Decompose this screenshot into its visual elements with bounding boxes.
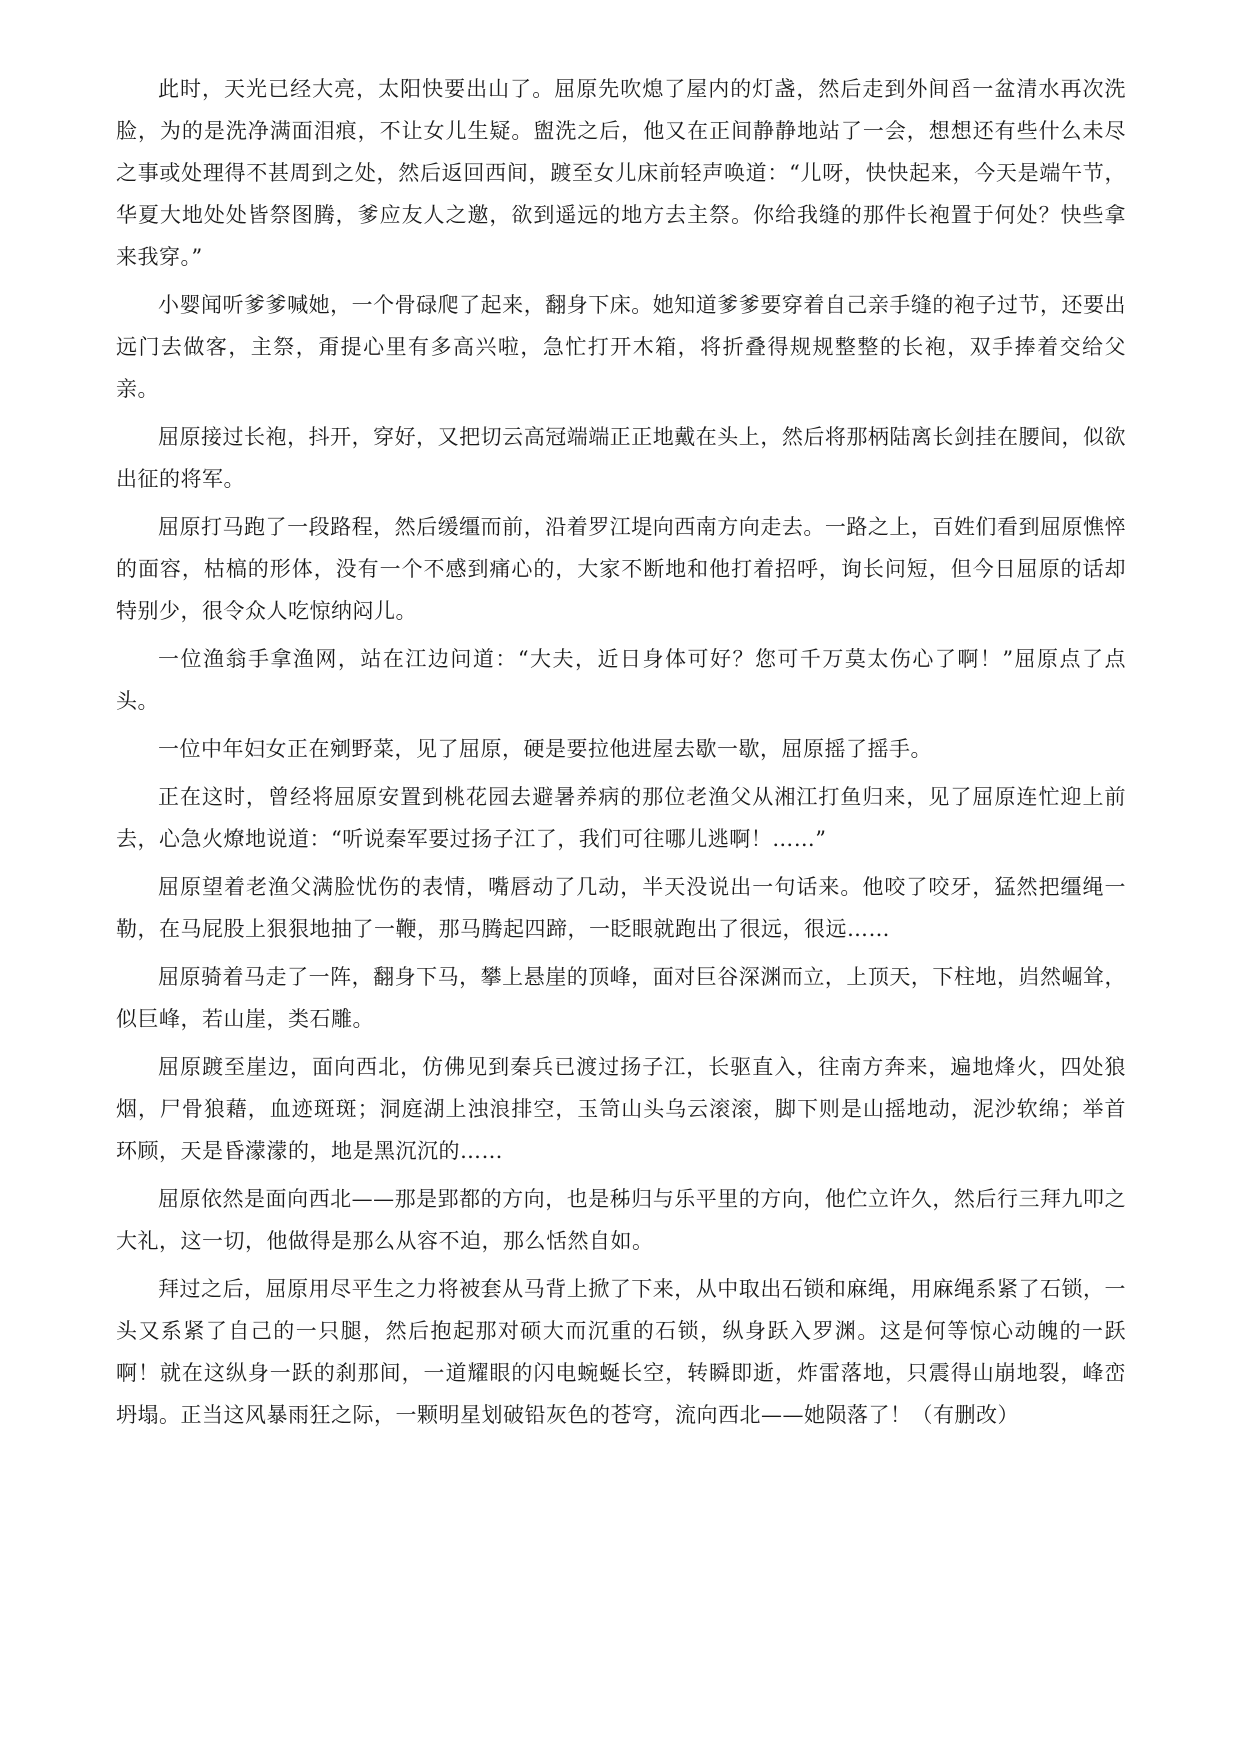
paragraph-1: 此时，天光已经大亮，太阳快要出山了。屈原先吹熄了屋内的灯盏，然后走到外间舀一盆清水再次洗脸，为的是洗净满面泪痕，不让女儿生疑。盥洗之后，他又在正间静静地站了一会，想想还有些什么未尽之事或处理得不甚周到之处，然后返回西间，踱至女儿床前轻声唤道：“儿呀，快快起来，今天是端午节，华夏大地处处皆祭图腾，爹应友人之邀，欲到遥远的地方去主祭。你给我缝的那件长袍置于何处？快些拿来我穿。” xyxy=(116,77,1126,269)
paragraph-11: 屈原依然是面向西北——那是郢都的方向，也是秭归与乐平里的方向，他伫立许久，然后行三拜九叩之大礼，这一切，他做得是那么从容不迫，那么恬然自如。 xyxy=(116,1187,1126,1253)
paragraph-2: 小婴闻听爹爹喊她，一个骨碌爬了起来，翻身下床。她知道爹爹要穿着自己亲手缝的袍子过节，还要出远门去做客，主祭，甭提心里有多高兴啦，急忙打开木箱，将折叠得规规整整的长袍，双手捧着交给父亲。 xyxy=(116,293,1126,401)
paragraph-10: 屈原踱至崖边，面向西北，仿佛见到秦兵已渡过扬子江，长驱直入，往南方奔来，遍地烽火，四处狼烟，尸骨狼藉，血迹斑斑；洞庭湖上浊浪排空，玉笥山头乌云滚滚，脚下则是山摇地动，泥沙软绵；举首环顾，天是昏濛濛的，地是黑沉沉的…… xyxy=(116,1055,1126,1163)
paragraph-5: 一位渔翁手拿渔网，站在江边问道：“大夫，近日身体可好？您可千万莫太伤心了啊！”屈原点了点头。 xyxy=(116,647,1126,713)
paragraph-6: 一位中年妇女正在剜野菜，见了屈原，硬是要拉他进屋去歇一歇，屈原摇了摇手。 xyxy=(158,737,932,761)
paragraph-4: 屈原打马跑了一段路程，然后缓缰而前，沿着罗江堤向西南方向走去。一路之上，百姓们看到屈原憔悴的面容，枯槁的形体，没有一个不感到痛心的，大家不断地和他打着招呼，询长问短，但今日屈原的话却特别少，很令众人吃惊纳闷儿。 xyxy=(116,515,1126,623)
paragraph-3: 屈原接过长袍，抖开，穿好，又把切云高冠端端正正地戴在头上，然后将那柄陆离长剑挂在腰间，似欲出征的将军。 xyxy=(116,425,1126,491)
paragraph-12: 拜过之后，屈原用尽平生之力将被套从马背上掀了下来，从中取出石锁和麻绳，用麻绳系紧了石锁，一头又系紧了自己的一只腿，然后抱起那对硕大而沉重的石锁，纵身跃入罗渊。这是何等惊心动魄的一跃啊！就在这纵身一跃的刹那间，一道耀眼的闪电蜿蜒长空，转瞬即逝，炸雷落地，只震得山崩地裂，峰峦坍塌。正当这风暴雨狂之际，一颗明星划破铅灰色的苍穹，流向西北——她陨落了！（有删改） xyxy=(116,1277,1126,1427)
document-page xyxy=(116,68,1126,1442)
paragraph-9: 屈原骑着马走了一阵，翻身下马，攀上悬崖的顶峰，面对巨谷深渊而立，上顶天，下柱地，岿然崛耸，似巨峰，若山崖，类石雕。 xyxy=(116,965,1126,1031)
paragraph-8: 屈原望着老渔父满脸忧伤的表情，嘴唇动了几动，半天没说出一句话来。他咬了咬牙，猛然把缰绳一勒，在马屁股上狠狠地抽了一鞭，那马腾起四蹄，一眨眼就跑出了很远，很远…… xyxy=(116,875,1126,941)
paragraph-7: 正在这时，曾经将屈原安置到桃花园去避暑养病的那位老渔父从湘江打鱼归来，见了屈原连忙迎上前去，心急火燎地说道：“听说秦军要过扬子江了，我们可往哪儿逃啊！……” xyxy=(116,785,1126,851)
